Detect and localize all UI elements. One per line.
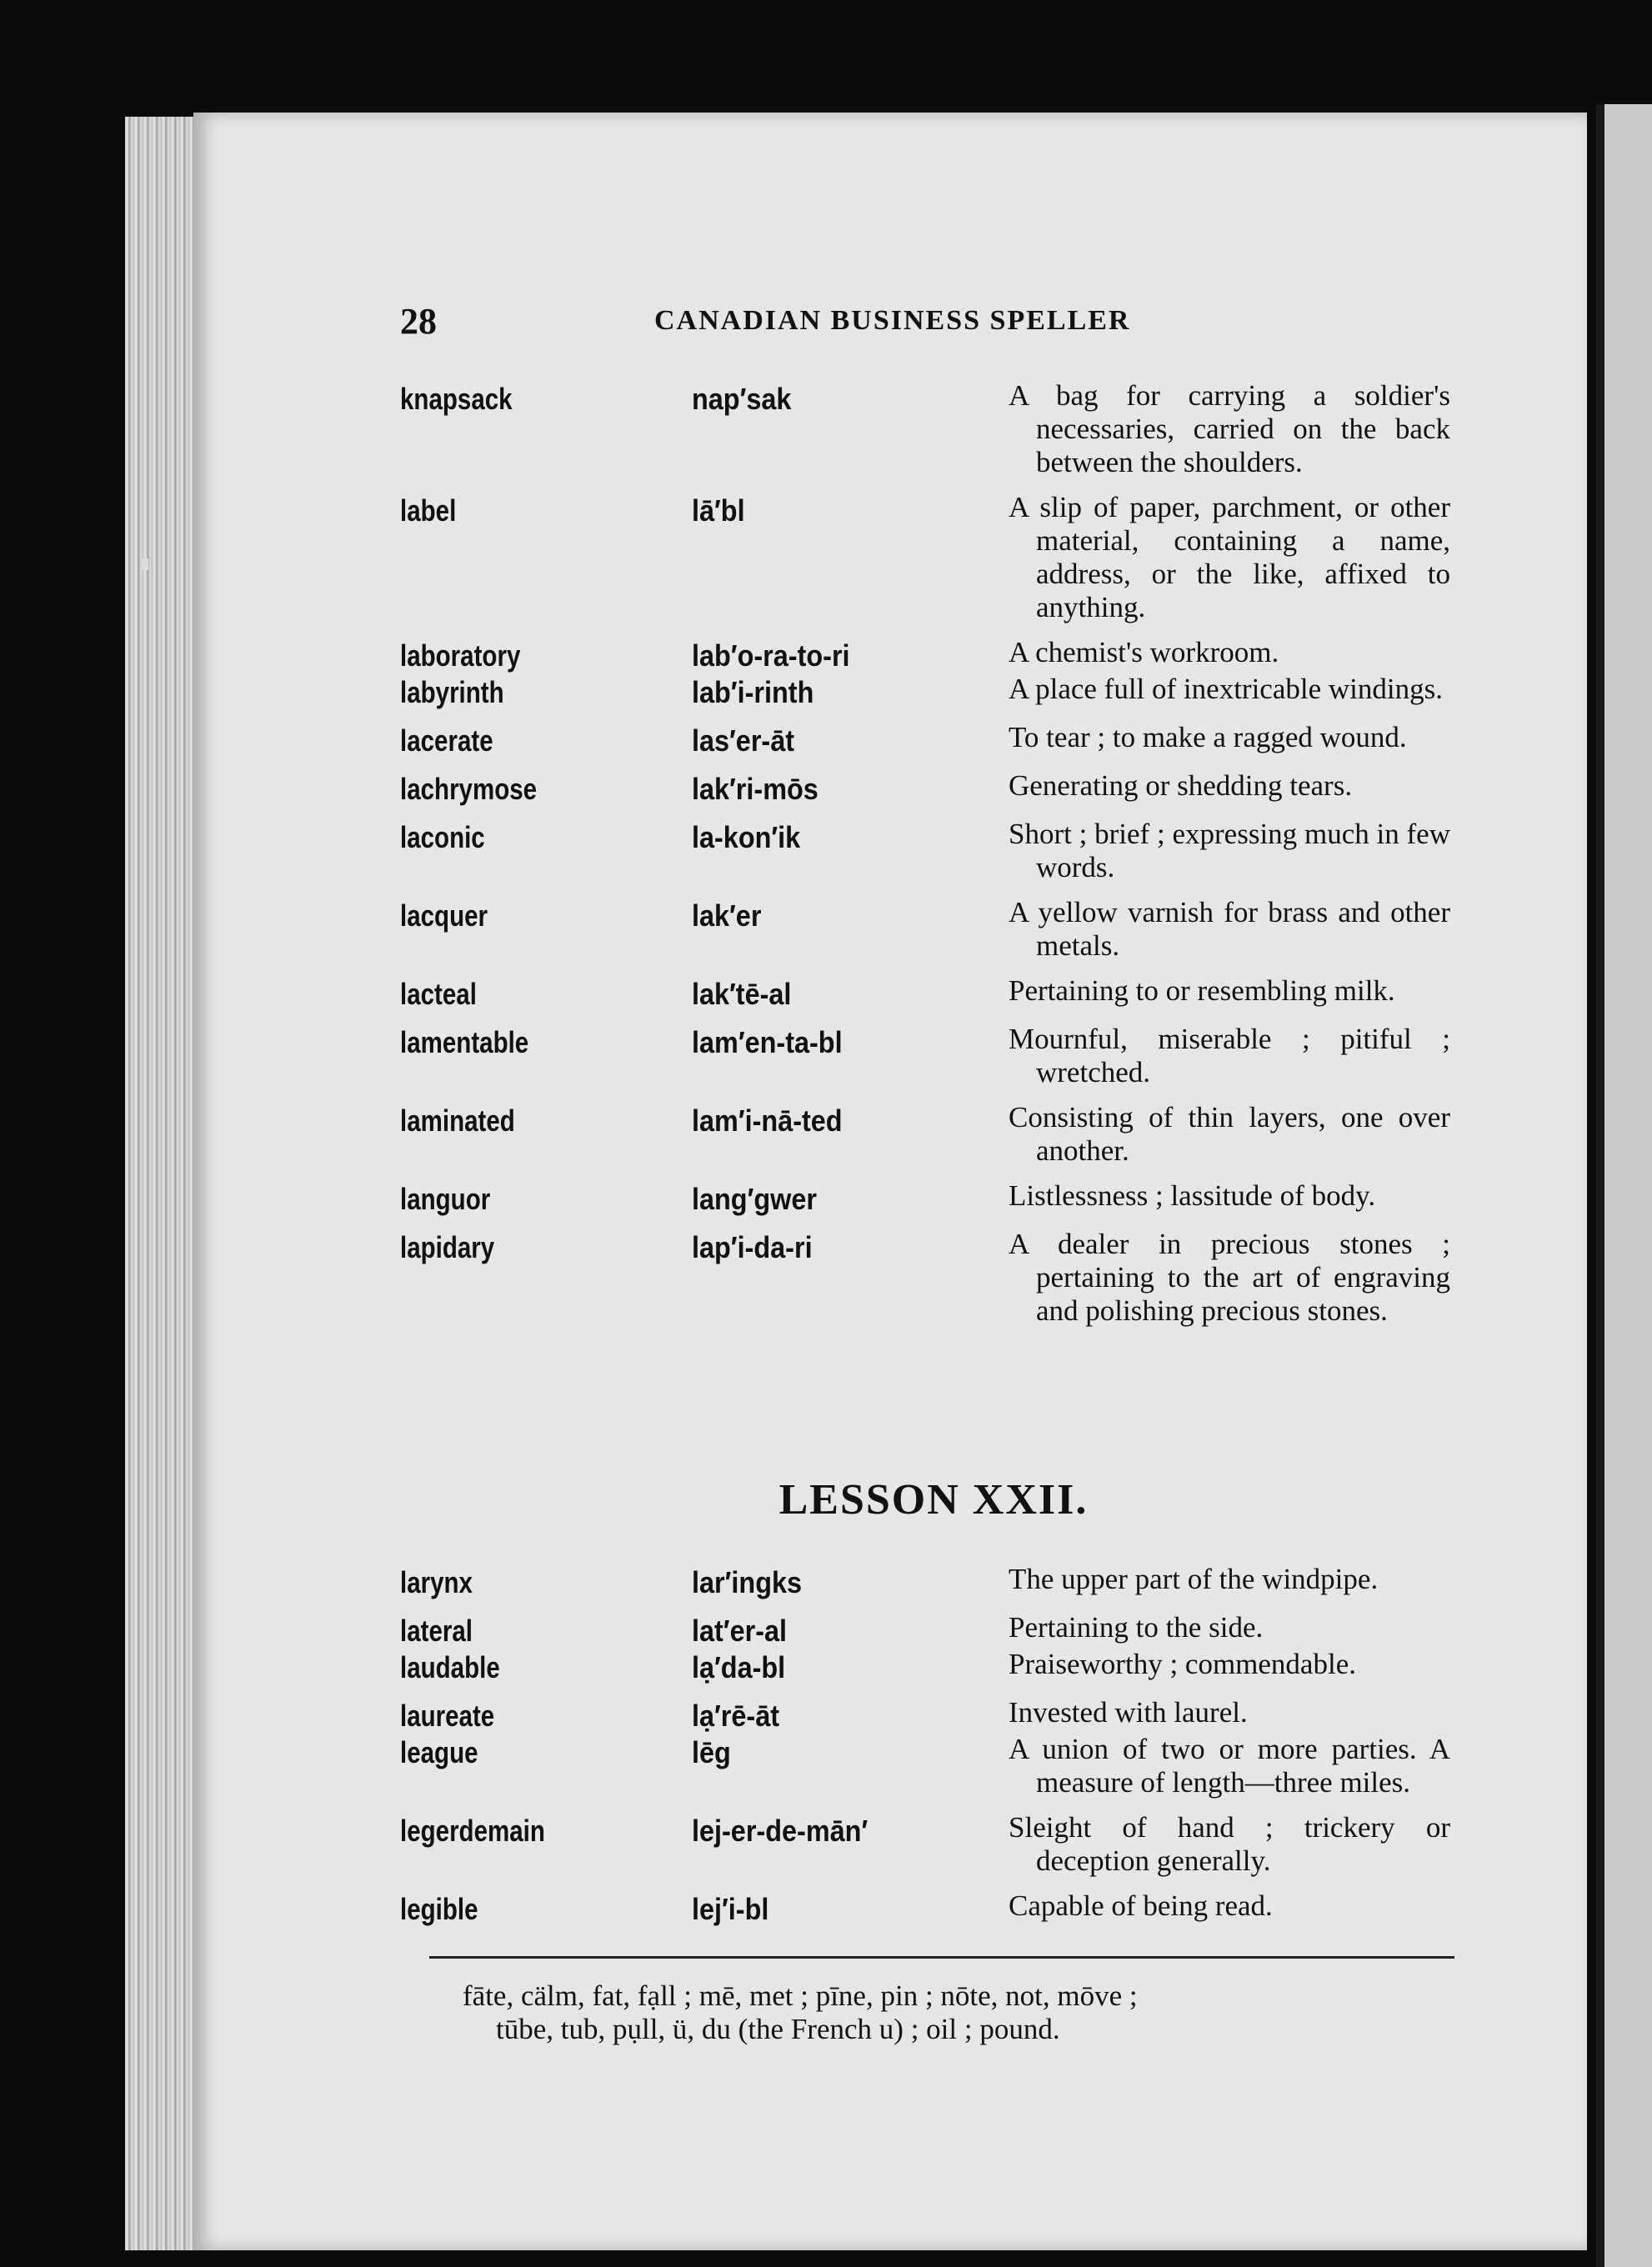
word-entry	[400, 1611, 1467, 1648]
entry-pronunciation: lab′i-rinth	[692, 675, 814, 709]
entry-definition: Consisting of thin layers, one over another.	[1009, 1101, 1450, 1167]
entry-word: label	[400, 493, 457, 528]
word-entry	[400, 896, 1467, 963]
facing-page-edge	[1596, 104, 1652, 2267]
pronunciation-key	[463, 1979, 1454, 2046]
entry-pronunciation: la-kon′ik	[692, 820, 801, 854]
entry-word: league	[400, 1735, 478, 1769]
entry-pronunciation: lēg	[692, 1735, 731, 1769]
word-entry	[400, 769, 1467, 806]
entry-definition: Short ; brief ; expressing much in few words.	[1009, 818, 1450, 883]
entry-pronunciation: lab′o-ra-to-ri	[692, 638, 850, 673]
entry-definition: To tear ; to make a ragged wound.	[1009, 721, 1407, 753]
entry-definition: The upper part of the windpipe.	[1009, 1563, 1379, 1595]
entry-pronunciation: lạ′rē-āt	[692, 1699, 780, 1733]
word-entry	[400, 1889, 1467, 1926]
word-entry	[400, 1648, 1467, 1684]
lesson-word-list	[400, 1563, 1467, 1938]
entry-definition: A yellow varnish for brass and other metals.	[1009, 896, 1450, 962]
entry-definition: Pertaining to or resembling milk.	[1009, 974, 1395, 1007]
entry-pronunciation: lej′i-bl	[692, 1892, 769, 1926]
entry-pronunciation: lap′i-da-ri	[692, 1230, 813, 1264]
entry-pronunciation: lej-er-de-mān′	[692, 1814, 869, 1848]
entry-definition: Invested with laurel.	[1009, 1696, 1248, 1729]
word-entry	[400, 818, 1467, 884]
book-title: CANADIAN BUSINESS SPELLER	[654, 305, 1131, 336]
entry-definition: A chemist's workroom.	[1009, 636, 1279, 668]
word-entry	[400, 379, 1467, 479]
word-entry	[400, 1023, 1467, 1089]
word-entry	[400, 1733, 1467, 1799]
entry-word: lamentable	[400, 1025, 529, 1059]
entry-pronunciation: las′er-āt	[692, 723, 795, 758]
entry-word: laureate	[400, 1699, 495, 1733]
entry-pronunciation: lā′bl	[692, 493, 745, 528]
entry-word: lacteal	[400, 977, 477, 1011]
word-entry	[400, 1696, 1467, 1733]
entry-definition: Mournful, miserable ; pitiful ; wretched.	[1009, 1023, 1450, 1088]
entry-pronunciation: nap′sak	[692, 382, 792, 416]
margin-mark	[142, 558, 148, 570]
footer-rule	[429, 1956, 1454, 1959]
entry-word: languor	[400, 1182, 491, 1216]
entry-word: laminated	[400, 1103, 515, 1138]
entry-definition: Generating or shedding tears.	[1009, 769, 1353, 802]
word-entry	[400, 721, 1467, 758]
entry-pronunciation: lang′gwer	[692, 1182, 818, 1216]
word-entry	[400, 1228, 1467, 1328]
word-entry	[400, 1811, 1467, 1878]
entry-definition: A place full of inextricable windings.	[1009, 673, 1443, 705]
lesson-heading: LESSON XXII.	[778, 1476, 1089, 1524]
entry-word: lachrymose	[400, 772, 538, 806]
word-entry	[400, 491, 1467, 624]
entry-word: lacquer	[400, 898, 488, 933]
entry-definition: A slip of paper, parchment, or other material, containing a name, address, or the like, affixed to anything.	[1009, 491, 1450, 623]
entry-word: lateral	[400, 1614, 473, 1648]
entry-pronunciation: lak′tē-al	[692, 977, 792, 1011]
word-list	[400, 379, 1467, 1339]
entry-word: labyrinth	[400, 675, 504, 709]
word-entry	[400, 974, 1467, 1011]
word-entry	[400, 1101, 1467, 1168]
entry-definition: Capable of being read.	[1009, 1889, 1273, 1922]
entry-definition: A union of two or more parties. A measure of length—three miles.	[1009, 1733, 1450, 1799]
entry-word: legerdemain	[400, 1814, 545, 1848]
entry-definition: Pertaining to the side.	[1009, 1611, 1264, 1644]
page-stack-edge	[125, 117, 200, 2250]
entry-word: lapidary	[400, 1230, 495, 1264]
pronunciation-key-line: fāte, cälm, fat, fạll ; mē, met ; pīne, pin ; nōte, not, mōve ;	[463, 1979, 1138, 2012]
entry-definition: Sleight of hand ; trickery or deception generally.	[1009, 1811, 1450, 1877]
page-number: 28	[400, 301, 437, 342]
entry-word: laboratory	[400, 638, 521, 673]
entry-pronunciation: lạ′da-bl	[692, 1650, 786, 1684]
word-entry	[400, 1563, 1467, 1599]
entry-word: legible	[400, 1892, 478, 1926]
entry-definition: Praiseworthy ; commendable.	[1009, 1648, 1356, 1680]
entry-pronunciation: lak′ri-mōs	[692, 772, 818, 806]
entry-definition: Listlessness ; lassitude of body.	[1009, 1179, 1376, 1212]
running-head	[400, 300, 1234, 350]
entry-pronunciation: lar′ingks	[692, 1565, 803, 1599]
entry-definition: A bag for carrying a soldier's necessaries, carried on the back between the shoulders.	[1009, 379, 1450, 478]
entry-word: laudable	[400, 1650, 500, 1684]
entry-pronunciation: lam′en-ta-bl	[692, 1025, 843, 1059]
entry-word: laconic	[400, 820, 485, 854]
entry-word: larynx	[400, 1565, 473, 1599]
word-entry	[400, 1179, 1467, 1216]
entry-pronunciation: lat′er-al	[692, 1614, 788, 1648]
word-entry	[400, 673, 1467, 709]
entry-pronunciation: lam′i-nā-ted	[692, 1103, 843, 1138]
pronunciation-key-line: tūbe, tub, pụll, ü, du (the French u) ; oil ; pound.	[496, 2013, 1060, 2045]
entry-pronunciation: lak′er	[692, 898, 762, 933]
entry-definition: A dealer in precious stones ; pertaining to the art of engraving and polishing precious stones.	[1009, 1228, 1450, 1327]
entry-word: knapsack	[400, 382, 513, 416]
word-entry	[400, 636, 1467, 673]
entry-word: lacerate	[400, 723, 493, 758]
